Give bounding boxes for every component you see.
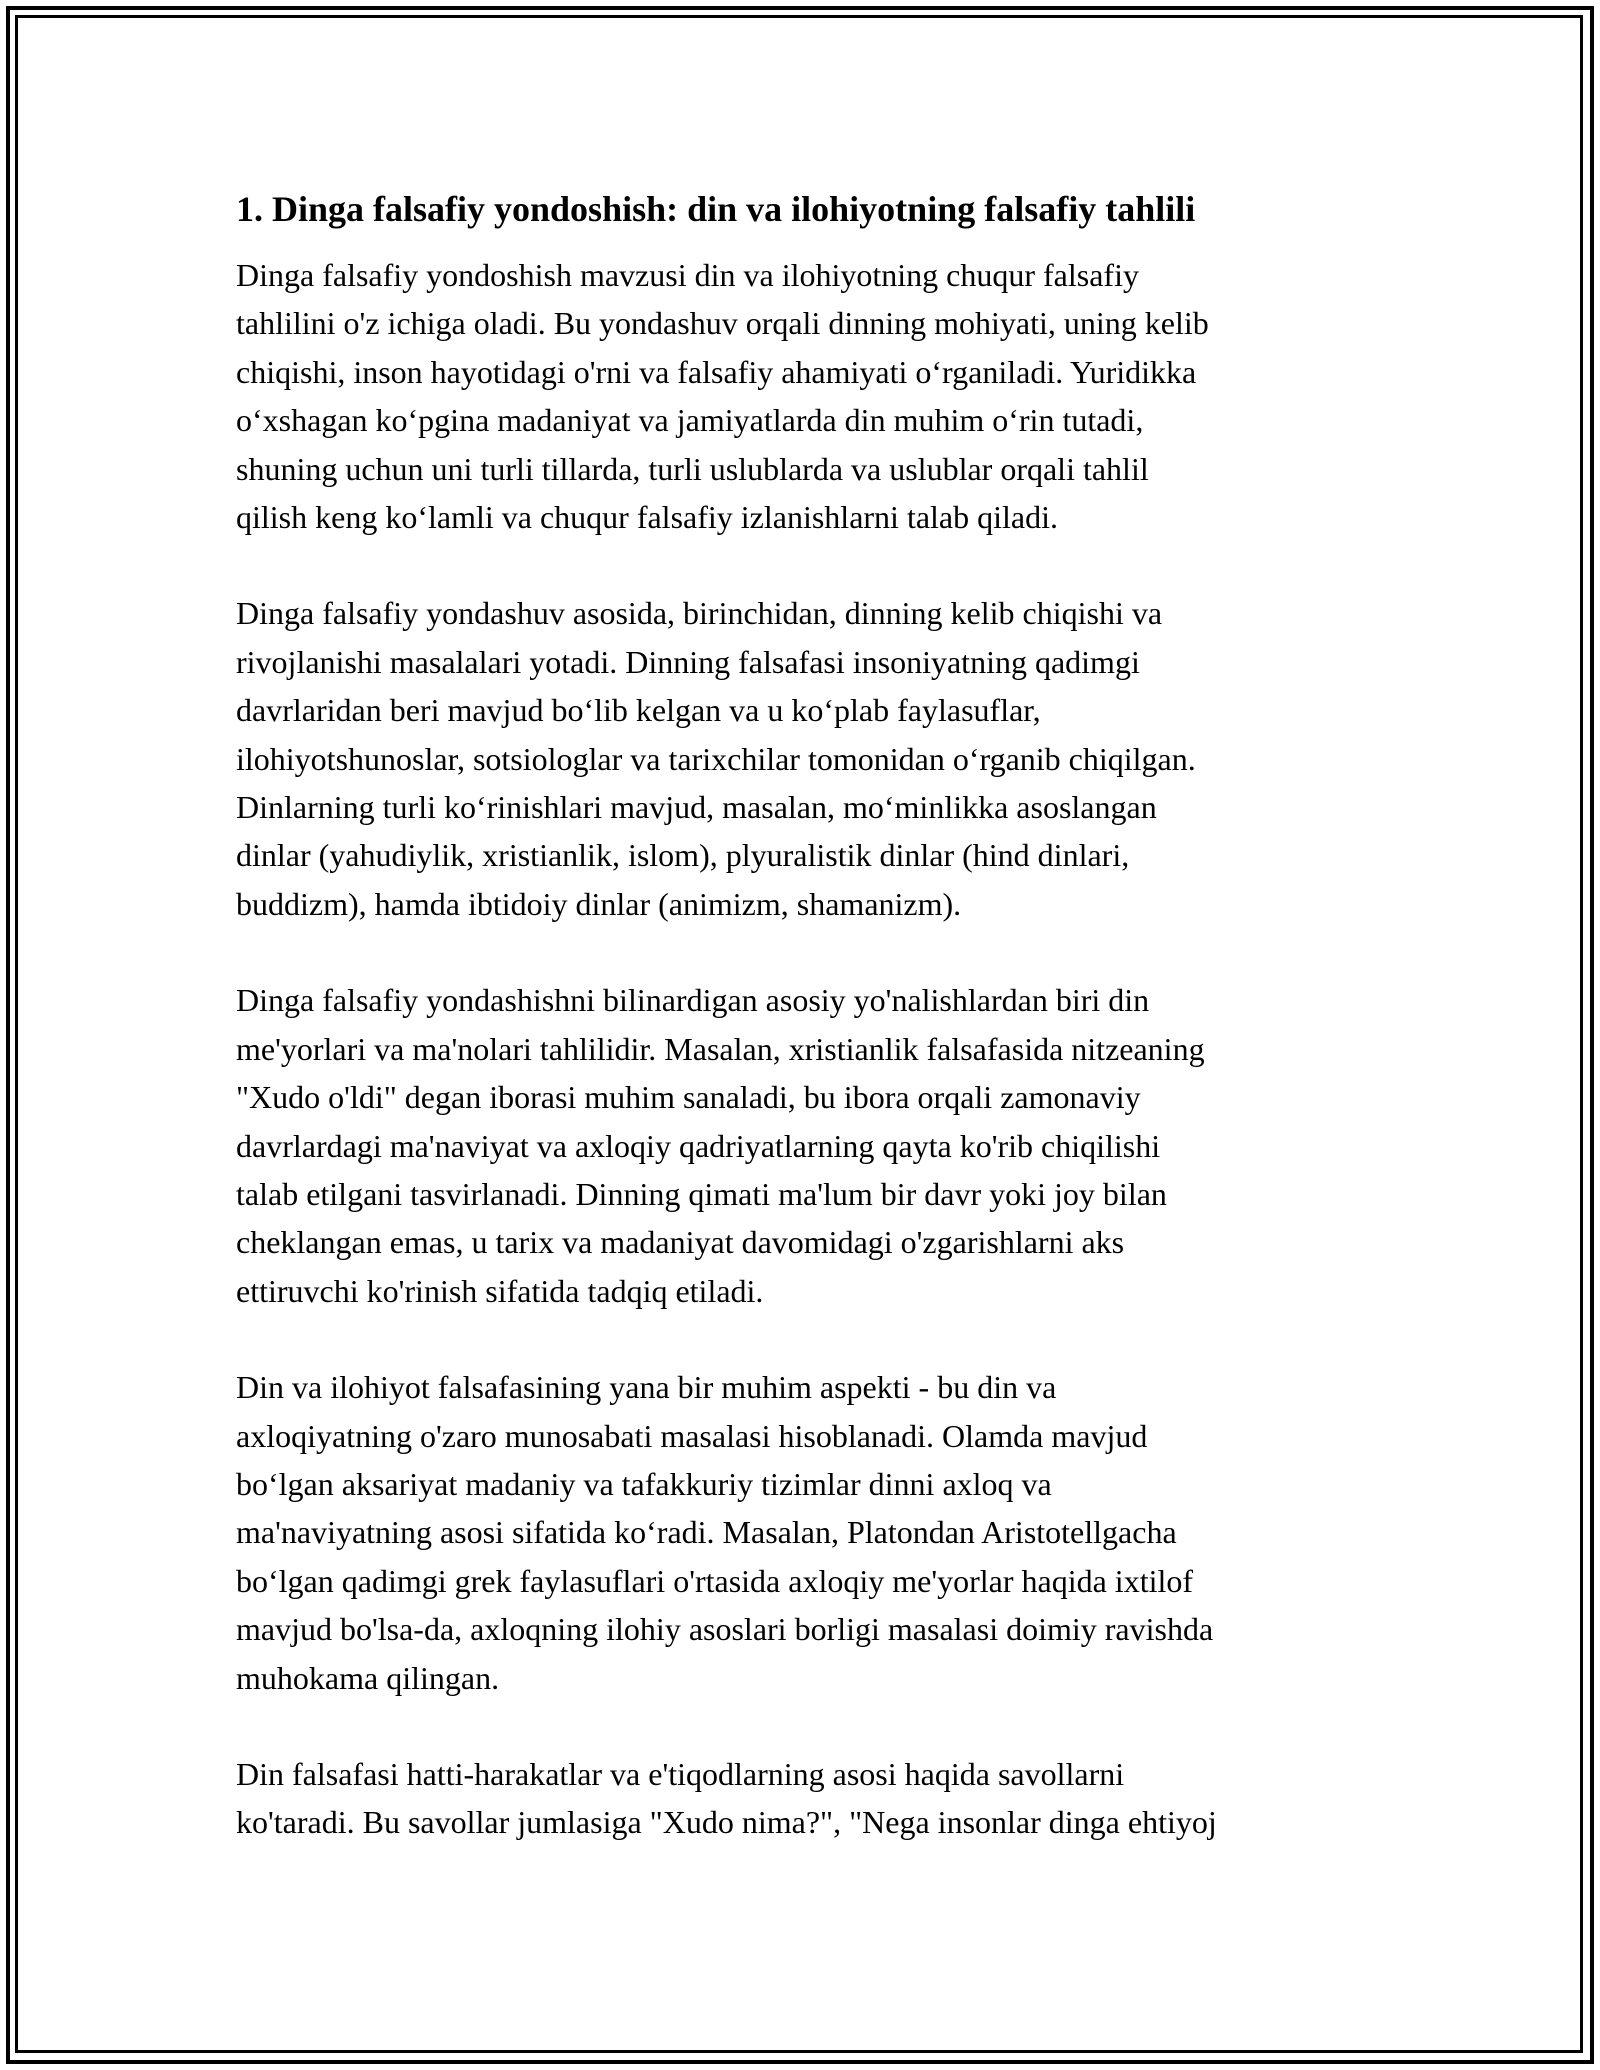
text-line: Din va ilohiyot falsafasining yana bir muhim aspekti - bu din va [236, 1369, 1057, 1406]
text-line: ilohiyotshunoslar, sotsiologlar va tarixchilar tomonidan oʻrganib chiqilgan. [236, 740, 1196, 777]
text-line: muhokama qilingan. [236, 1659, 500, 1696]
text-line: ko'taradi. Bu savollar jumlasiga "Xudo nima?", "Nega insonlar dinga ehtiyoj [236, 1804, 1217, 1841]
text-line: Dinga falsafiy yondashishni bilinardigan asosiy yo'nalishlardan biri din [236, 982, 1150, 1019]
text-line: chiqishi, inson hayotidagi o'rni va falsafiy ahamiyati oʻrganiladi. Yuridikka [236, 353, 1197, 390]
text-line: talab etilgani tasvirlanadi. Dinning qimati ma'lum bir davr yoki joy bilan [236, 1175, 1167, 1212]
text-line: qilish keng koʻlamli va chuqur falsafiy izlanishlarni talab qiladi. [236, 499, 1058, 536]
text-line: boʻlgan aksariyat madaniy va tafakkuriy tizimlar dinni axloq va [236, 1465, 1052, 1502]
text-line: cheklangan emas, u tarix va madaniyat davomidagi o'zgarishlarni aks [236, 1224, 1125, 1261]
text-line: Dinga falsafiy yondoshish mavzusi din va ilohiyotning chuqur falsafiy [236, 257, 1139, 293]
text-line: oʻxshagan koʻpgina madaniyat va jamiyatlarda din muhim oʻrin tutadi, [236, 402, 1144, 439]
text-line: "Xudo o'ldi" degan iborasi muhim sanaladi, bu ibora orqali zamonaviy [236, 1079, 1141, 1116]
text-line: davrlaridan beri mavjud boʻlib kelgan va u koʻplab faylasuflar, [236, 692, 1041, 729]
text-line: axloqiyatning o'zaro munosabati masalasi hisoblanadi. Olamda mavjud [236, 1417, 1148, 1454]
text-line: Dinlarning turli koʻrinishlari mavjud, masalan, moʻminlikka asoslangan [236, 789, 1157, 826]
document-body [236, 185, 1366, 1895]
text-line: shuning uchun uni turli tillarda, turli uslublarda va uslublar orqali tahlil [236, 450, 1149, 487]
text-line: Dinga falsafiy yondashuv asosida, birinchidan, dinning kelib chiqishi va [236, 595, 1163, 632]
text-line: dinlar (yahudiylik, xristianlik, islom), plyuralistik dinlar (hind dinlari, [236, 837, 1130, 874]
text-line: davrlardagi ma'naviyat va axloqiy qadriyatlarning qayta ko'rib chiqilishi [236, 1127, 1161, 1164]
paragraph-5 [236, 1750, 1366, 1847]
text-line: mavjud bo'lsa-da, axloqning ilohiy asoslari borligi masalasi doimiy ravishda [236, 1611, 1214, 1648]
text-line: me'yorlari va ma'nolari tahlilidir. Masalan, xristianlik falsafasida nitzeaning [236, 1030, 1205, 1067]
text-line: ma'naviyatning asosi sifatida koʻradi. Masalan, Platondan Aristotellgacha [236, 1514, 1177, 1551]
text-line: tahlilini o'z ichiga oladi. Bu yondashuv orqali dinning mohiyati, uning kelib [236, 305, 1209, 342]
text-line: rivojlanishi masalalari yotadi. Dinning falsafasi insoniyatning qadimgi [236, 643, 1140, 680]
text-line: Din falsafasi hatti-harakatlar va e'tiqodlarning asosi haqida savollarni [236, 1755, 1125, 1792]
text-line: boʻlgan qadimgi grek faylasuflari o'rtasida axloqiy me'yorlar haqida ixtilof [236, 1562, 1194, 1599]
section-heading: 1. Dinga falsafiy yondoshish: din va ilohiyotning falsafiy tahlili [236, 189, 1196, 229]
paragraph-1 [236, 251, 1366, 541]
paragraph-3 [236, 976, 1366, 1315]
paragraph-2 [236, 589, 1366, 928]
text-line: ettiruvchi ko'rinish sifatida tadqiq etiladi. [236, 1272, 764, 1309]
text-line: buddizm), hamda ibtidoiy dinlar (animizm, shamanizm). [236, 885, 962, 922]
paragraph-4 [236, 1363, 1366, 1702]
